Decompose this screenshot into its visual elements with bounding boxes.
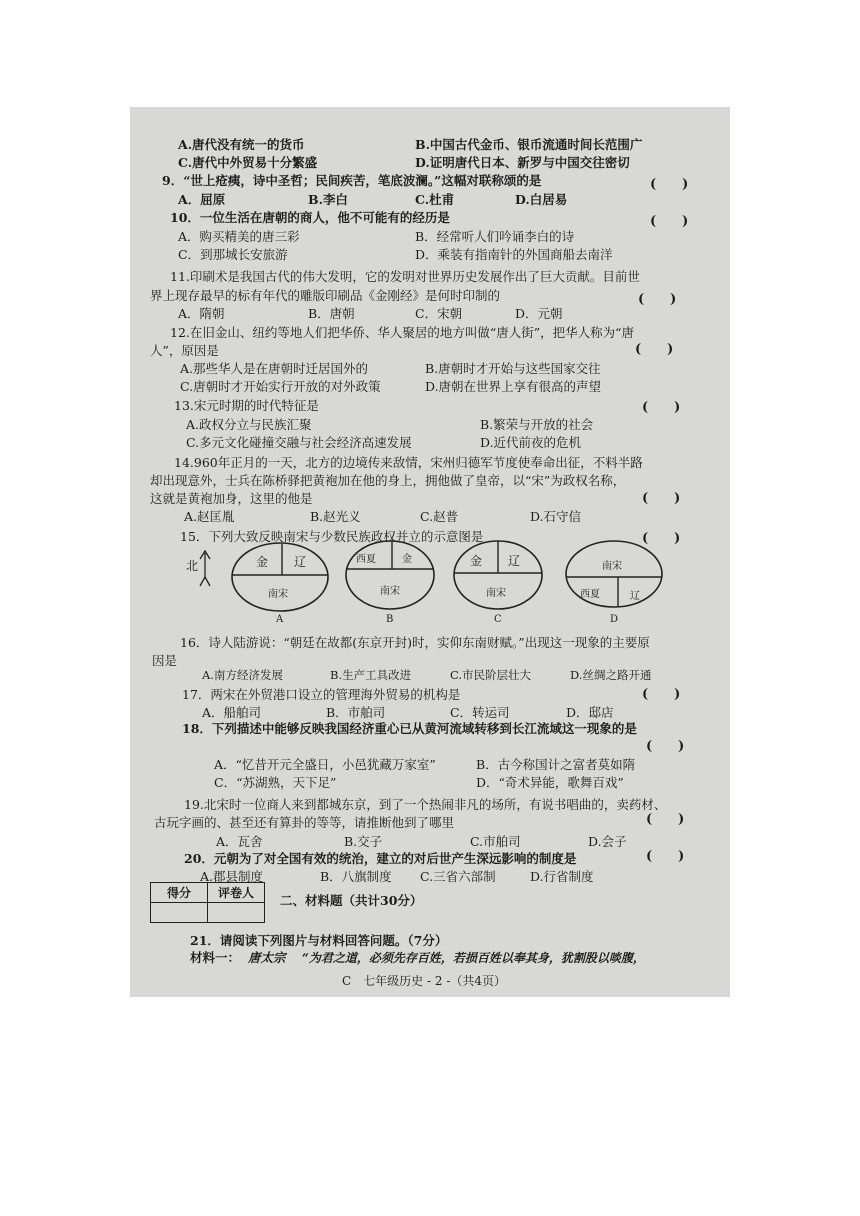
map-a-letter: A: [276, 614, 284, 625]
grader-header: 评卷人: [208, 883, 265, 903]
q21-stem: 21．请阅读下列图片与材料回答问题。（7分）: [190, 933, 448, 948]
q12-stem-line2: 人”，原因是: [150, 343, 219, 358]
map-c-bottom-label: 南宋: [486, 588, 506, 599]
q13-option-a: A.政权分立与民族汇聚: [186, 417, 312, 432]
map-a-top-right-label: 辽: [294, 555, 307, 569]
scanned-exam-page: [130, 107, 730, 997]
q9-option-c: C.杜甫: [415, 192, 455, 207]
q21-quote: “为君之道，必须先存百姓，若损百姓以奉其身，犹割股以啖腹，: [302, 951, 645, 965]
page-footer: C 七年级历史 - 2 -（共4页）: [342, 974, 507, 988]
q11-option-a: A．隋朝: [178, 306, 225, 321]
map-a-top-left-label: 金: [256, 555, 269, 569]
q8-option-c: C.唐代中外贸易十分繁盛: [178, 155, 318, 170]
q13-stem: 13.宋元时期的时代特征是: [174, 398, 319, 413]
q12-option-b: B.唐朝时才开始与这些国家交往: [425, 361, 601, 376]
map-d-bottom-right-label: 辽: [630, 591, 640, 602]
q17-option-a: A．船舶司: [202, 705, 262, 720]
q15-stem: 15．下列大致反映南宋与少数民族政权并立的示意图是: [180, 529, 484, 544]
q13-answer-paren: ( ): [642, 400, 681, 415]
q14-option-d: D.石守信: [530, 509, 582, 524]
q18-option-d: D．“奇术异能，歌舞百戏”: [476, 775, 624, 790]
q12-stem-line1: 12.在旧金山、纽约等地人们把华侨、华人聚居的地方叫做“唐人街”，把华人称为“唐: [170, 325, 635, 340]
q9-answer-paren: ( ): [650, 177, 689, 192]
q16-stem-line2: 因是: [152, 653, 178, 668]
map-c-top-left-label: 金: [470, 554, 483, 568]
q14-option-a: A.赵匡胤: [184, 509, 235, 524]
map-b-letter: B: [386, 614, 394, 625]
q10-answer-paren: ( ): [650, 214, 689, 229]
q18-answer-paren: ( ): [646, 739, 685, 754]
q20-stem: 20．元朝为了对全国有效的统治，建立的对后世产生深远影响的制度是: [184, 851, 577, 866]
bleed-through-text: [678, 127, 689, 143]
score-table: [150, 882, 265, 923]
map-c-top-right-label: 辽: [508, 554, 521, 568]
q19-stem-line1: 19.北宋时一位商人来到都城东京，到了一个热闹非凡的场所，有说书唱曲的，卖药材、: [184, 797, 667, 812]
q13-option-b: B.繁荣与开放的社会: [480, 417, 594, 432]
q12-answer-paren: ( ): [635, 342, 674, 357]
q17-option-b: B．市舶司: [326, 705, 386, 720]
q9-option-b: B.李白: [308, 192, 348, 207]
q10-option-d: D．乘装有指南针的外国商船去南洋: [415, 247, 613, 262]
map-b-top-right-label: 金: [402, 554, 412, 565]
q11-answer-paren: ( ): [638, 292, 677, 307]
q20-answer-paren: ( ): [646, 849, 685, 864]
q19-option-a: A．瓦舍: [216, 834, 263, 849]
q21-speaker: 唐太宗: [248, 950, 286, 965]
q17-stem: 17．两宋在外贸港口设立的管理海外贸易的机构是: [182, 687, 461, 702]
q14-option-b: B.赵光义: [310, 509, 361, 524]
q16-option-b: B.生产工具改进: [330, 668, 412, 682]
q19-option-d: D.会子: [588, 834, 627, 849]
q8-option-d: D.证明唐代日本、新罗与中国交往密切: [415, 155, 630, 170]
q20-option-a: A.郡县制度: [200, 869, 264, 884]
q14-answer-paren: ( ): [642, 491, 681, 506]
map-a: [232, 543, 328, 611]
north-arrow-icon: [200, 551, 210, 586]
q10-option-a: A．购买精美的唐三彩: [178, 229, 300, 244]
q17-answer-paren: ( ): [642, 687, 681, 702]
q18-option-b: B．古今称国计之富者莫如隋: [476, 757, 636, 772]
score-header: 得分: [151, 883, 208, 903]
q11-option-d: D．元朝: [515, 306, 563, 321]
q17-option-c: C．转运司: [450, 705, 510, 720]
q11-stem-line1: 11.印刷术是我国古代的伟大发明，它的发明对世界历史发展作出了巨大贡献。目前世: [170, 269, 640, 284]
q16-stem-line1: 16．诗人陆游说：“朝廷在故都(东京开封)时，实仰东南财赋。”出现这一现象的主要原: [180, 635, 650, 650]
q14-stem-line2: 却出现意外，士兵在陈桥驿把黄袍加在他的身上，拥他做了皇帝，以“宋”为政权名称，: [150, 473, 626, 488]
map-b-bottom-label: 南宋: [380, 586, 400, 597]
q12-option-d: D.唐朝在世界上享有很高的声望: [425, 379, 602, 394]
north-label: 北: [186, 559, 199, 573]
q17-option-d: D．邸店: [566, 705, 614, 720]
q9-option-a: A．屈原: [178, 192, 226, 207]
q11-option-b: B．唐朝: [308, 306, 355, 321]
map-b-top-left-label: 西夏: [356, 554, 376, 565]
q16-option-c: C.市民阶层壮大: [450, 668, 532, 682]
q11-option-c: C．宋朝: [415, 306, 463, 321]
q15-answer-paren: ( ): [642, 531, 681, 546]
q18-option-c: C．“苏湖熟，天下足”: [214, 775, 337, 790]
map-c-letter: C: [494, 614, 502, 625]
map-d-bottom-left-label: 西夏: [580, 589, 600, 600]
q8-option-b: B.中国古代金币、银币流通时间长范围广: [415, 137, 643, 152]
q20-option-c: C.三省六部制: [420, 869, 496, 884]
q19-stem-line2: 古玩字画的、甚至还有算卦的等等，请推断他到了哪里: [154, 815, 455, 830]
q13-option-d: D.近代前夜的危机: [480, 435, 582, 450]
q14-stem-line1: 14.960年正月的一天，北方的边境传来敌情，宋州归德军节度使奉命出征，不料半路: [174, 455, 643, 470]
q18-option-a: A．“忆昔开元全盛日，小邑犹藏万家室”: [214, 757, 436, 772]
map-a-bottom-label: 南宋: [268, 589, 288, 600]
q14-stem-line3: 这就是黄袍加身，这里的他是: [150, 491, 313, 506]
grader-cell: [208, 903, 265, 923]
q13-option-c: C.多元文化碰撞交融与社会经济高速发展: [186, 435, 412, 450]
q12-option-c: C.唐朝时才开始实行开放的对外政策: [180, 379, 381, 394]
q8-option-a: A.唐代没有统一的货币: [178, 137, 305, 152]
q19-option-c: C.市舶司: [470, 834, 521, 849]
map-d-top-label: 南宋: [602, 561, 622, 572]
q19-answer-paren: ( ): [646, 812, 685, 827]
q10-option-b: B．经常听人们吟诵李白的诗: [415, 229, 575, 244]
q20-option-b: B．八旗制度: [320, 869, 392, 884]
q19-option-b: B.交子: [344, 834, 383, 849]
q11-stem-line2: 界上现存最早的标有年代的雕版印刷品《金刚经》是何时印制的: [150, 288, 501, 303]
q21-material-label: 材料一：: [190, 950, 241, 965]
score-cell: [151, 903, 208, 923]
q10-stem: 10．一位生活在唐朝的商人，他不可能有的经历是: [170, 210, 450, 225]
q10-option-c: C．到那城长安旅游: [178, 247, 288, 262]
q16-option-d: D.丝绸之路开通: [570, 668, 652, 682]
q20-option-d: D.行省制度: [530, 869, 594, 884]
q16-option-a: A.南方经济发展: [202, 668, 283, 682]
q18-stem: 18．下列描述中能够反映我国经济重心已从黄河流域转移到长江流域这一现象的是: [182, 721, 637, 736]
map-d-letter: D: [610, 614, 619, 625]
section2-heading: 二、材料题（共计30分）: [280, 893, 423, 908]
q9-stem: 9．“世上疮痍，诗中圣哲；民间疾苦，笔底波澜。”这幅对联称颂的是: [162, 173, 542, 188]
q14-option-c: C.赵普: [420, 509, 459, 524]
q12-option-a: A.那些华人是在唐朝时迁居国外的: [180, 361, 369, 376]
q9-option-d: D.白居易: [515, 192, 568, 207]
